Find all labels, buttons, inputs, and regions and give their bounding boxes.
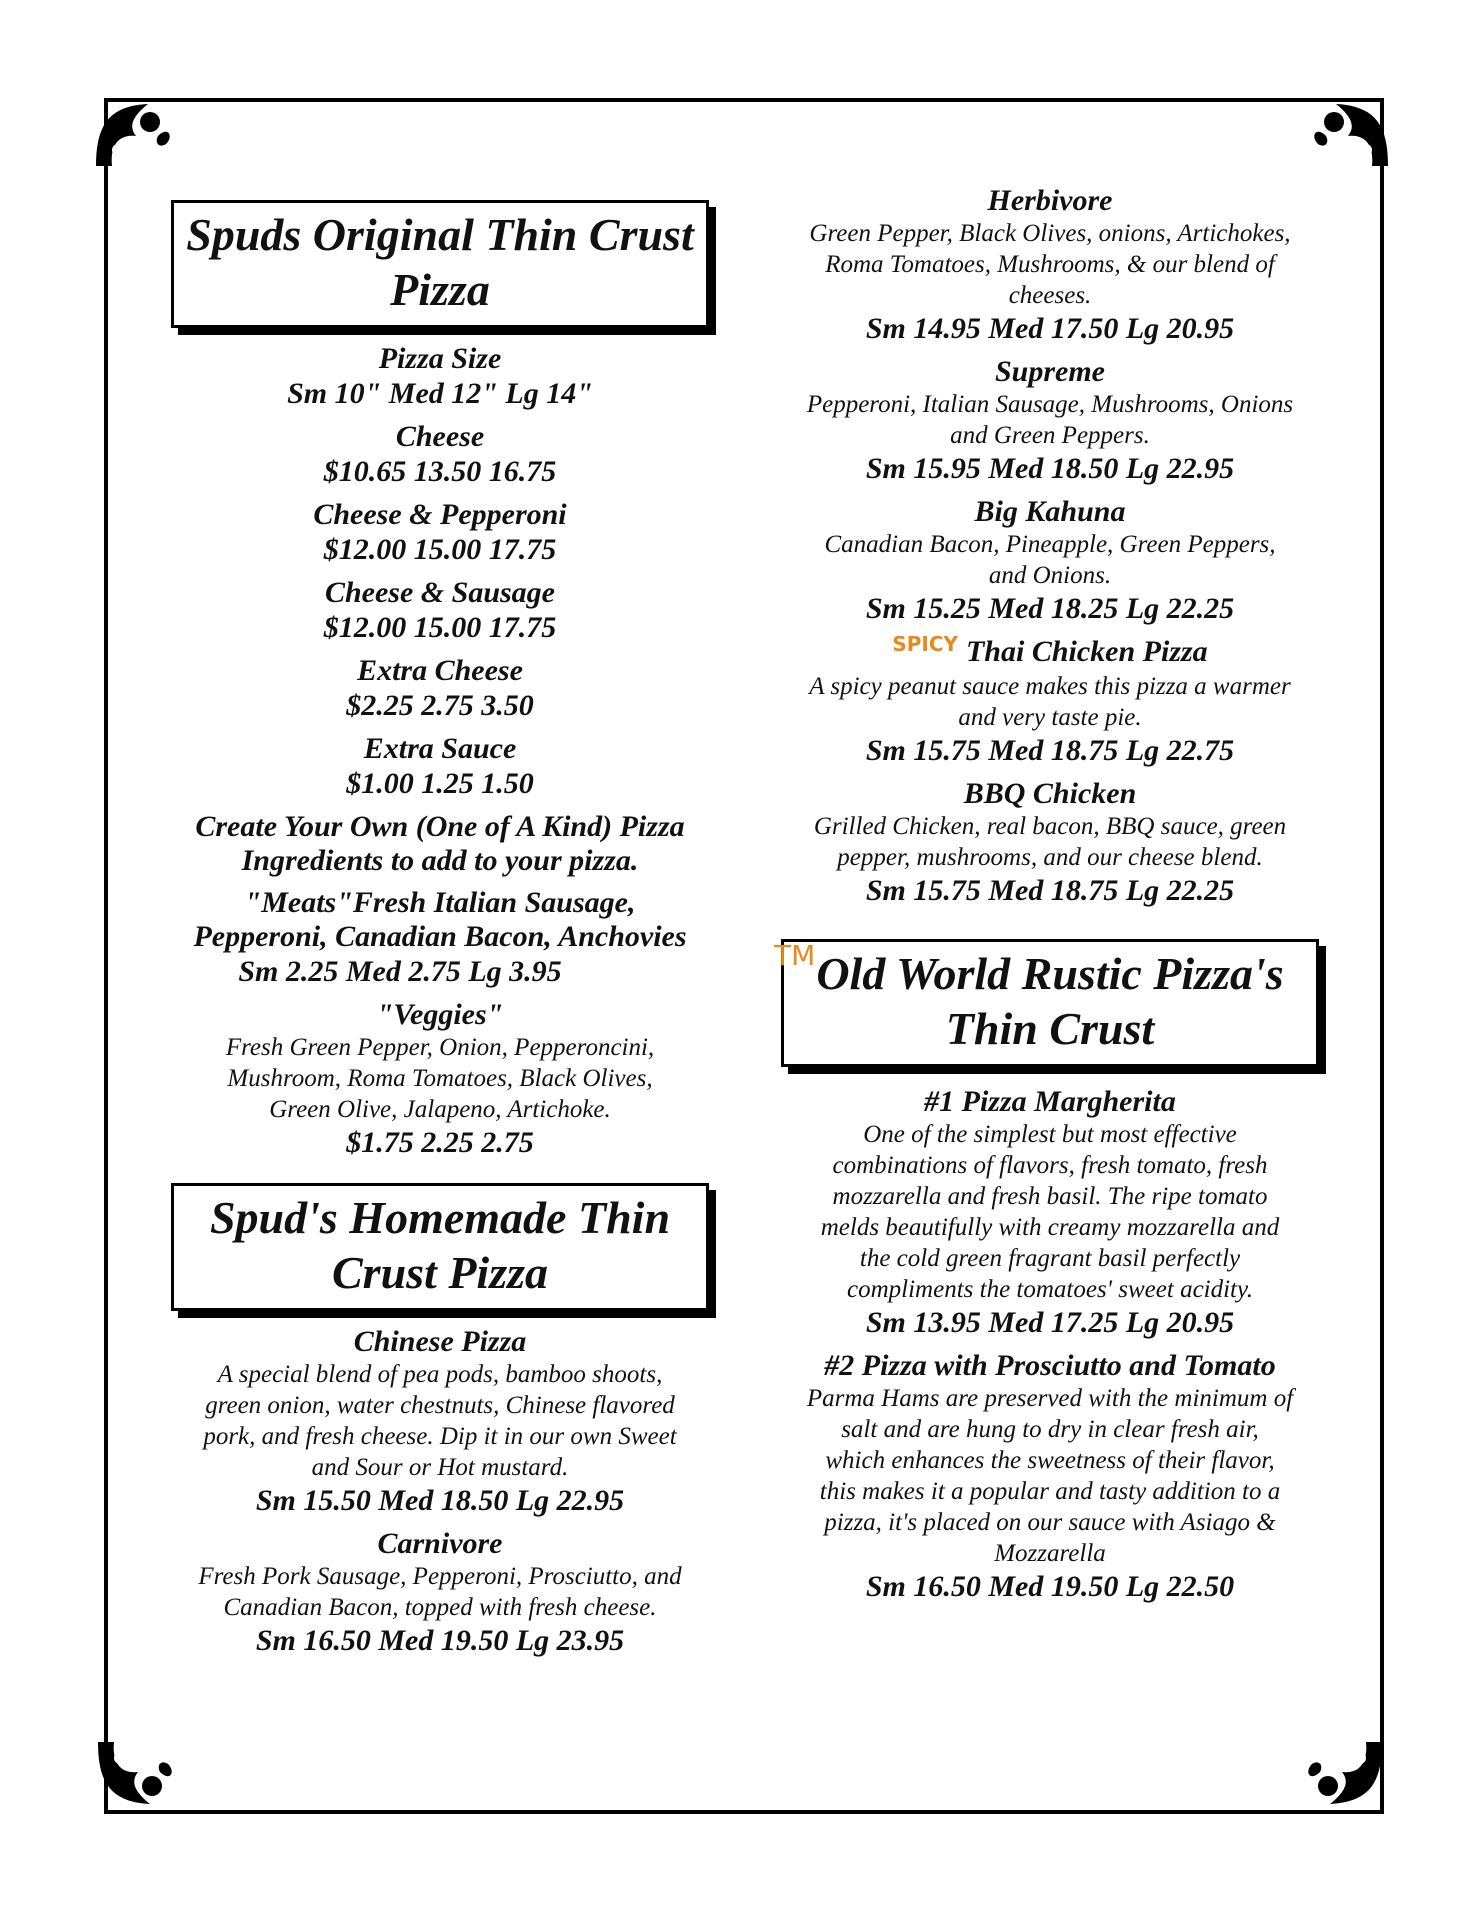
veggies-title: "Veggies" <box>376 998 504 1031</box>
section-header-rustic-wrap <box>774 939 1320 1067</box>
menu-item-desc: green onion, water chestnuts, Chinese flavored <box>205 1392 675 1419</box>
section-title: Old World Rustic Pizza's <box>816 948 1284 999</box>
floral-corner-icon <box>1306 96 1396 176</box>
menu-item-desc: Canadian Bacon, topped with fresh cheese. <box>223 1594 657 1621</box>
section-header-homemade <box>171 1183 709 1311</box>
menu-item-desc: Roma Tomatoes, Mushrooms, & our blend of <box>825 251 1275 278</box>
menu-item-name-row <box>780 632 1320 671</box>
create-own-title: Create Your Own (One of A Kind) Pizza <box>195 810 685 843</box>
trademark-mark: TM <box>774 939 816 972</box>
menu-item-desc: compliments the tomatoes' sweet acidity. <box>847 1276 1253 1303</box>
menu-item-desc: and Sour or Hot mustard. <box>311 1454 569 1481</box>
menu-item-prices: $12.00 15.00 17.75 <box>323 611 557 644</box>
menu-item-desc: Parma Hams are preserved with the minimum of <box>806 1385 1294 1412</box>
section-title: Crust Pizza <box>331 1247 549 1298</box>
menu-item-desc: which enhances the sweetness of their flavor, <box>825 1447 1275 1474</box>
menu-item-name: Chinese Pizza <box>353 1325 527 1358</box>
menu-item-desc: Green Pepper, Black Olives, onions, Artichokes, <box>809 220 1291 247</box>
meats-list: Pepperoni, Canadian Bacon, Anchovies <box>193 920 687 953</box>
menu-item-desc: mozzarella and fresh basil. The ripe tomato <box>832 1183 1268 1210</box>
meats-prices: Sm 2.25 Med 2.75 Lg 3.95 <box>238 955 562 988</box>
menu-item-desc: Pepperoni, Italian Sausage, Mushrooms, Onions <box>806 391 1294 418</box>
spicy-badge: SPICY <box>892 632 958 656</box>
menu-item-name: BBQ Chicken <box>963 777 1137 810</box>
menu-item-name: #2 Pizza with Prosciutto and Tomato <box>824 1349 1276 1382</box>
menu-item-desc: cheeses. <box>1008 282 1092 309</box>
floral-corner-icon <box>90 1732 180 1812</box>
menu-item-desc: melds beautifully with creamy mozzarella and <box>820 1214 1280 1241</box>
menu-item-prices: Sm 15.75 Med 18.75 Lg 22.75 <box>865 734 1235 767</box>
menu-item-name: Cheese & Pepperoni <box>313 498 567 531</box>
floral-corner-icon <box>88 96 178 176</box>
menu-item-desc: Mozzarella <box>994 1540 1106 1567</box>
menu-item-prices: Sm 15.75 Med 18.75 Lg 22.25 <box>865 874 1235 907</box>
menu-item-desc: pizza, it's placed on our sauce with Asiago & <box>824 1509 1276 1536</box>
menu-item-desc: pork, and fresh cheese. Dip it in our own Sweet <box>203 1423 677 1450</box>
menu-item-desc: Canadian Bacon, Pineapple, Green Peppers, <box>824 531 1276 558</box>
menu-item-desc: Fresh Pork Sausage, Pepperoni, Prosciutto, and <box>198 1563 682 1590</box>
menu-item-prices: Sm 16.50 Med 19.50 Lg 22.50 <box>865 1570 1235 1603</box>
menu-item-prices: Sm 15.95 Med 18.50 Lg 22.95 <box>865 452 1235 485</box>
section-title: Pizza <box>390 264 490 315</box>
pizza-size-row: Sm 10" Med 12" Lg 14" <box>287 377 593 410</box>
section-title: Spud's Homemade Thin <box>209 1192 671 1243</box>
menu-item-name: Extra Sauce <box>363 732 517 765</box>
menu-item-name: Carnivore <box>377 1527 503 1560</box>
menu-item-name: Big Kahuna <box>974 495 1126 528</box>
floral-corner-icon <box>1300 1732 1390 1812</box>
menu-item-desc: and Green Peppers. <box>950 422 1150 449</box>
menu-item-name: Thai Chicken Pizza <box>965 635 1208 668</box>
menu-item-desc: A special blend of pea pods, bamboo shoots, <box>217 1361 663 1388</box>
menu-item-name: Cheese & Sausage <box>324 576 555 609</box>
menu-item-desc: the cold green fragrant basil perfectly <box>859 1245 1241 1272</box>
veggies-desc: Green Olive, Jalapeno, Artichoke. <box>269 1096 611 1123</box>
menu-item-prices: $12.00 15.00 17.75 <box>323 533 557 566</box>
menu-item-desc: this makes it a popular and tasty addition to a <box>819 1478 1281 1505</box>
menu-item-prices: Sm 16.50 Med 19.50 Lg 23.95 <box>255 1624 625 1657</box>
menu-item-name: Extra Cheese <box>357 654 523 687</box>
create-own-subtitle: Ingredients to add to your pizza. <box>241 844 639 877</box>
right-column <box>774 184 1320 1605</box>
menu-item-desc: pepper, mushrooms, and our cheese blend. <box>837 844 1263 871</box>
menu-item-name: Supreme <box>994 355 1105 388</box>
pizza-size-title: Pizza Size <box>378 342 502 375</box>
section-header-rustic <box>781 939 1319 1067</box>
menu-item-prices: $1.00 1.25 1.50 <box>346 767 534 800</box>
menu-item-desc: combinations of flavors, fresh tomato, fresh <box>832 1152 1268 1179</box>
menu-item-prices: Sm 15.50 Med 18.50 Lg 22.95 <box>255 1484 625 1517</box>
menu-item-prices: Sm 15.25 Med 18.25 Lg 22.25 <box>865 592 1235 625</box>
section-title: Spuds Original Thin Crust <box>186 209 694 260</box>
menu-item-prices: Sm 14.95 Med 17.50 Lg 20.95 <box>865 312 1235 345</box>
section-title: Thin Crust <box>945 1003 1155 1054</box>
menu-item-prices: Sm 13.95 Med 17.25 Lg 20.95 <box>865 1306 1235 1339</box>
menu-item-name: Cheese <box>395 420 485 453</box>
menu-item-desc: and Onions. <box>988 562 1112 589</box>
menu-item-desc: Grilled Chicken, real bacon, BBQ sauce, green <box>813 813 1287 840</box>
veggies-desc: Mushroom, Roma Tomatoes, Black Olives, <box>227 1065 653 1092</box>
menu-item-desc: One of the simplest but most effective <box>863 1121 1237 1148</box>
meats-title: "Meats"Fresh Italian Sausage, <box>244 886 636 919</box>
menu-item-prices: $2.25 2.75 3.50 <box>346 689 534 722</box>
veggies-prices: $1.75 2.25 2.75 <box>346 1126 534 1159</box>
menu-item-desc: salt and are hung to dry in clear fresh air, <box>841 1416 1259 1443</box>
menu-item-name: Herbivore <box>987 184 1113 217</box>
left-column <box>160 200 720 1659</box>
menu-item-prices: $10.65 13.50 16.75 <box>323 455 557 488</box>
menu-item-desc: A spicy peanut sauce makes this pizza a warmer <box>809 673 1291 700</box>
menu-item-desc: and very taste pie. <box>958 704 1142 731</box>
veggies-desc: Fresh Green Pepper, Onion, Pepperoncini, <box>225 1034 655 1061</box>
menu-item-name: #1 Pizza Margherita <box>924 1085 1176 1118</box>
section-header-original <box>171 200 709 328</box>
